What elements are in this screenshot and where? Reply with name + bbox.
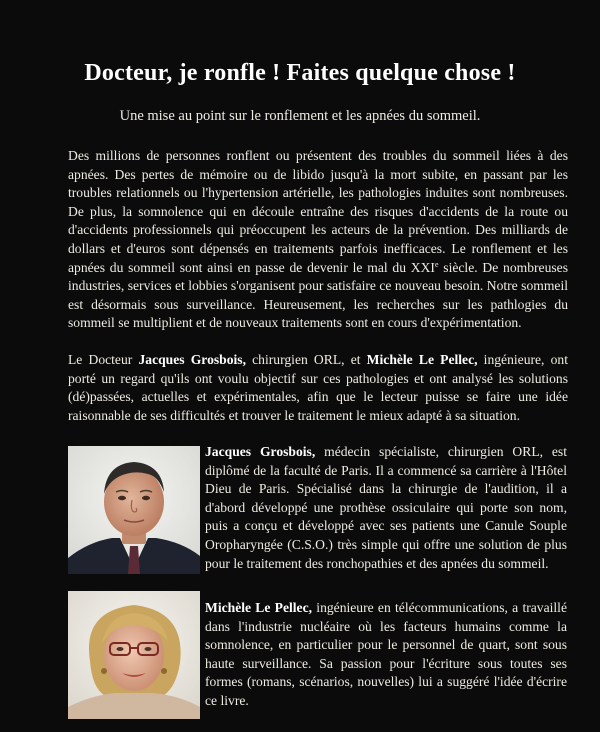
bio-michele [205,599,567,711]
authors-rest: ingénieure, ont porté un regard qu'ils ont voulu objectif sur ces pathologies et ont analysé les solutions (dé)passées, actuelles et expérimentales, afin que le lecteur puisse se faire une idée raisonnable de ses difficultés et trouver le traitement le mieux adapté à sa situation. [68,352,568,423]
book-title: Docteur, je ronfle ! Faites quelque chose ! [84,60,516,86]
intro-text-a: Des millions de personnes ronflent ou présentent des troubles du sommeil liées à des apnées. Des pertes de mémoire ou de libido jusqu'à la mort subite, en passant par les troubles relationnels ou l'hypertension artérielle, les pathologies induites sont nombreuses. De plus, la somnolence qui en découle entraîne des risques d'accidents de la route ou d'accidents professionnels qui préoccupent les acteurs de la prévention. Des milliards de dollars et d'euros sont dépensés en traitements parfois inefficaces. Le ronflement et les apnées du sommeil sont ainsi en passe de devenir le mal du XXI [68,148,568,275]
bio-name-michele: Michèle Le Pellec, [205,600,313,615]
bio-name-jacques: Jacques Grosbois, [205,444,316,459]
authors-paragraph [68,351,568,425]
bio-text-michele: ingénieure en télécommunications, a travaillé dans l'industrie nucléaire où les facteurs humains comme la somnolence, en particulier pour le personnel de quart, sont sous haute surveillance. Sa passion pour l'écriture sous toutes ses formes (romans, scénarios, nouvelles) lui a suggéré l'idée d'écrire ce livre. [205,600,567,708]
author-photo-jacques [68,446,200,574]
authors-lead: Le Docteur [68,352,139,367]
authors-mid: chirurgien ORL, et [245,352,367,367]
author-name-2: Michèle Le Pellec, [366,352,478,367]
book-subtitle: Une mise au point sur le ronflement et les apnées du sommeil. [119,108,481,124]
century-superscript: e [434,259,439,269]
intro-paragraph [68,147,568,333]
author-name-1: Jacques Grosbois, [138,352,246,367]
bio-text-jacques: médecin spécialiste, chirurgien ORL, est diplômé de la faculté de Paris. Il a commencé sa carrière à l'Hôtel Dieu de Paris. Spécialisé dans la chirurgie de l'audition, il a d'abord développé une prothèse ossiculaire qui porte son nom, puis a conçu et développé avec ses patients une Canule Souple Oropharyngée (C.S.O.) très simple qui offre une solution de plus pour le traitement des ronchopathies et des apnées du sommeil. [205,444,567,571]
author-photo-michele [68,591,200,719]
intro-text-b: siècle. De nombreuses industries, services et lobbies s'organisent pour satisfaire ce nouveau besoin. Notre sommeil est désormais sous surveillance. Heureusement, les recherches sur les pathlogies du sommeil se multiplient et de nouveaux traitements sont en cours d'expérimentation. [68,259,568,331]
bio-jacques [205,443,567,573]
